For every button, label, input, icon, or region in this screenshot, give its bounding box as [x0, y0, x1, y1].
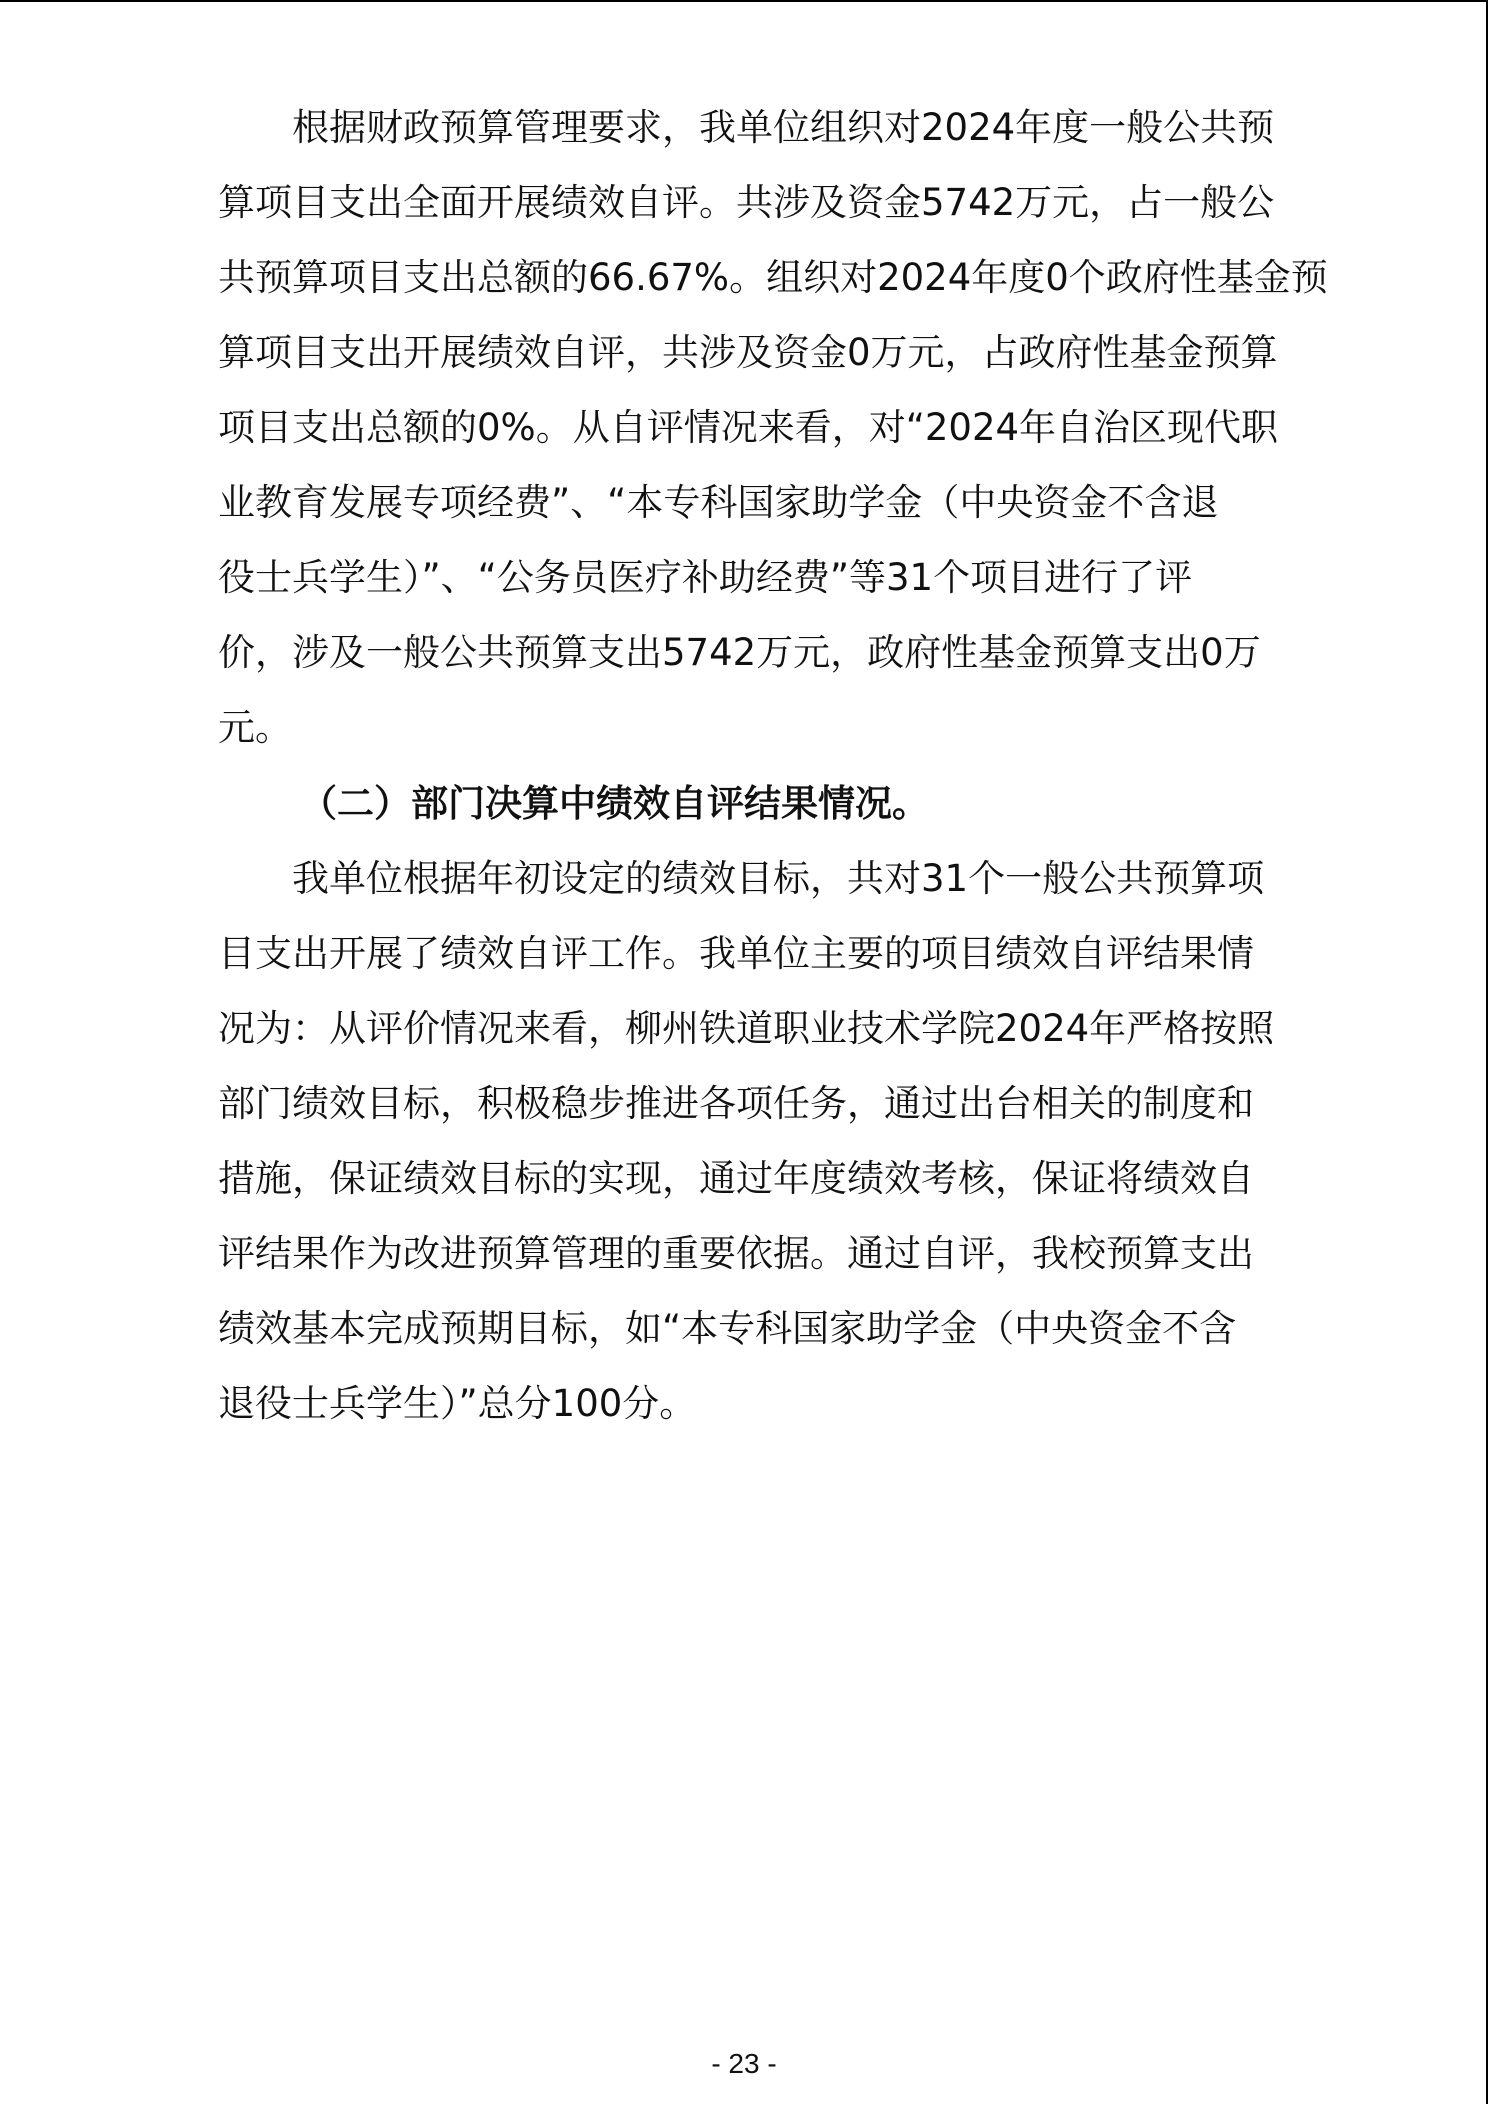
- paragraph2-line-1: 我单位根据年初设定的绩效目标，共对31个一般公共预算项: [292, 857, 1265, 900]
- paragraph2-line-8: 退役士兵学生）”总分100分。: [218, 1382, 697, 1425]
- paragraph1-line-6: 业教育发展专项经费”、“本专科国家助学金（中央资金不含退: [218, 481, 1219, 524]
- paragraph1-line-3: 共预算项目支出总额的66.67%。组织对2024年度0个政府性基金预: [218, 256, 1328, 299]
- paragraph2-line-7: 绩效基本完成预期目标，如“本专科国家助学金（中央资金不含: [218, 1307, 1237, 1350]
- paragraph1-line-7: 役士兵学生）”、“公务员医疗补助经费”等31个项目进行了评: [218, 556, 1193, 599]
- paragraph2-line-3: 况为：从评价情况来看，柳州铁道职业技术学院2024年严格按照: [218, 1007, 1275, 1050]
- page-number: - 23 -: [711, 2048, 777, 2079]
- paragraph1-line-5: 项目支出总额的0%。从自评情况来看，对“2024年自治区现代职: [218, 406, 1279, 449]
- paragraph2-line-2: 目支出开展了绩效自评工作。我单位主要的项目绩效自评结果情: [218, 932, 1254, 975]
- paragraph1-line-4: 算项目支出开展绩效自评，共涉及资金0万元，占政府性基金预算: [218, 331, 1278, 374]
- paragraph2-line-5: 措施，保证绩效目标的实现，通过年度绩效考核，保证将绩效自: [218, 1157, 1254, 1200]
- paragraph1-line-8: 价，涉及一般公共预算支出5742万元，政府性基金预算支出0万: [218, 631, 1261, 674]
- paragraph1-line-2: 算项目支出全面开展绩效自评。共涉及资金5742万元，占一般公: [218, 181, 1275, 224]
- paragraph1-line-9: 元。: [218, 706, 292, 749]
- paragraph1-line-1: 根据财政预算管理要求，我单位组织对2024年度一般公共预: [292, 106, 1275, 149]
- section-heading: （二）部门决算中绩效自评结果情况。: [300, 782, 929, 825]
- top-border: [0, 0, 1488, 2]
- paragraph2-line-6: 评结果作为改进预算管理的重要依据。通过自评，我校预算支出: [218, 1232, 1254, 1275]
- paragraph2-line-4: 部门绩效目标，积极稳步推进各项任务，通过出台相关的制度和: [218, 1082, 1254, 1125]
